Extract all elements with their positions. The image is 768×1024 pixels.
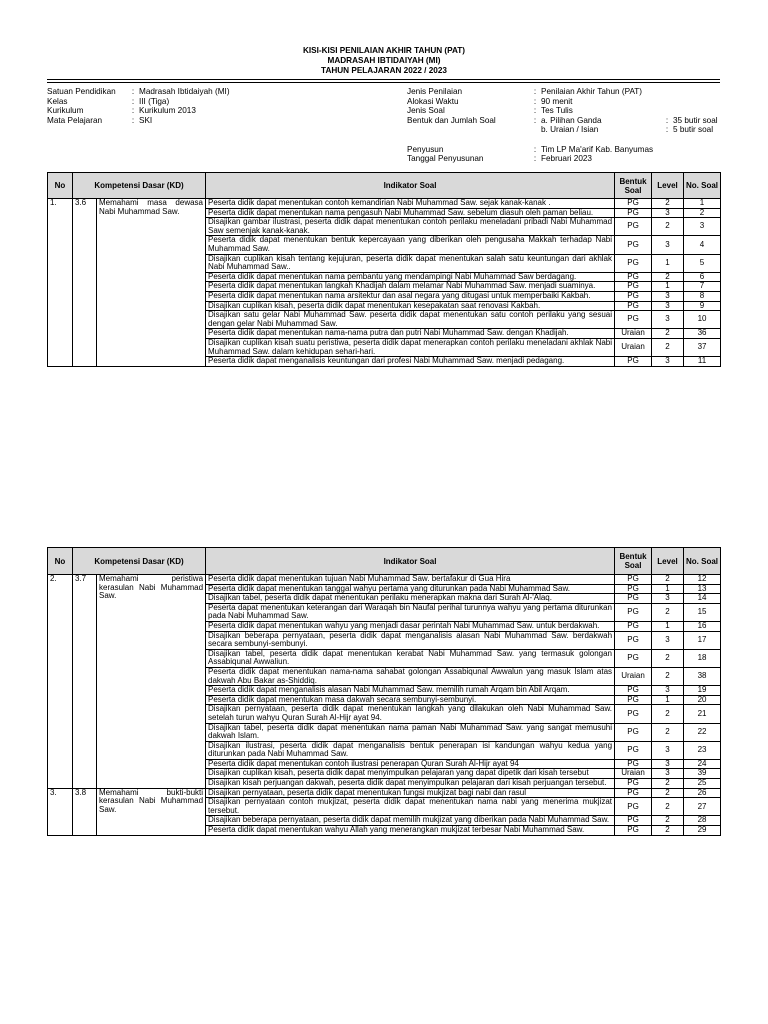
header-no: No [48,173,73,199]
no-soal: 13 [684,584,721,594]
no-soal: 28 [684,816,721,826]
bentuk-soal: PG [615,603,652,621]
info-label: Penyusun [407,144,444,154]
kd-number: 1. [48,199,73,367]
indikator-soal: Disajikan beberapa pernyataan, peserta didik dapat memilih mukjizat yang diberikan pada Nabi Muhammad Saw. [206,816,615,826]
no-soal: 7 [684,282,721,292]
bentuk-soal: PG [615,816,652,826]
indikator-soal: Peserta didik dapat menentukan nama-nama putra dan putri Nabi Muhammad Saw. dengan Khadijah. [206,329,615,339]
indikator-soal: Disajikan cuplikan kisah tentang kejujuran, peserta didik dapat menentukan salah satu keuntungan dari akhlak Nabi Muhammad Saw.. [206,254,615,272]
bentuk-soal: Uraian [615,667,652,685]
table-row [48,199,721,209]
header-indikator: Indikator Soal [206,548,615,575]
level: 2 [652,575,684,585]
kd-code: 3.7 [73,575,97,789]
bentuk-soal: PG [615,301,652,311]
bentuk-soal: PG [615,594,652,604]
indikator-soal: Peserta didik dapat menentukan nama arsitektur dan asal negara yang ditugasi untuk memperbaiki Kakbah. [206,291,615,301]
indikator-soal: Disajikan beberapa pernyataan, peserta didik dapat menganalisis alasan Nabi Muhammad Saw. berdakwah secara sembunyi-sembunyi. [206,631,615,649]
bentuk-soal: PG [615,254,652,272]
no-soal: 16 [684,621,721,631]
no-soal: 38 [684,667,721,685]
indikator-soal: Peserta didik dapat menentukan wahyu yang menjadi dasar perintah Nabi Muhammad Saw. untuk berdakwah. [206,621,615,631]
no-soal: 27 [684,798,721,816]
level: 3 [652,769,684,779]
kd-description: Memahami masa dewasa Nabi Muhammad Saw. [97,199,206,367]
level: 2 [652,779,684,789]
no-soal: 12 [684,575,721,585]
kd-code: 3.8 [73,788,97,835]
info-label: Kelas [47,96,68,106]
bentuk-soal: Uraian [615,769,652,779]
level: 2 [652,826,684,836]
indikator-soal: Disajikan tabel, peserta didik dapat menentukan nama paman Nabi Muhammad Saw. yang sangat memusuhi dakwah Islam. [206,723,615,741]
info-label: Satuan Pendidikan [47,87,116,96]
no-soal: 23 [684,741,721,759]
level: 3 [652,311,684,329]
level: 2 [652,667,684,685]
indikator-soal: Peserta dapat menentukan keterangan dari Waraqah bin Naufal perihal turunnya wahyu yang pertama diturunkan pada Nabi Muhammad Saw. [206,603,615,621]
bentuk-soal: PG [615,584,652,594]
kd-description: Memahami peristiwa kerasulan Nabi Muhammad Saw. [97,575,206,789]
level: 3 [652,741,684,759]
indikator-soal: Disajikan pernyataan, peserta didik dapat menentukan langkah yang dilakukan oleh Nabi Muhammad Saw. setelah turun wahyu Quran Surah Al-Hijr ayat 94. [206,705,615,723]
info-value: Februari 2023 [541,154,592,164]
no-soal: 5 [684,254,721,272]
indikator-soal: Peserta didik dapat menentukan tanggal wahyu pertama yang diturunkan pada Nabi Muhammad Saw. [206,584,615,594]
no-soal: 21 [684,705,721,723]
level: 1 [652,621,684,631]
no-soal: 2 [684,208,721,218]
indikator-soal: Peserta didik dapat menganalisis keuntungan dari profesi Nabi Muhammad Saw. menjadi pedagang. [206,357,615,367]
indikator-soal: Disajikan kisah perjuangan dakwah, peserta didik dapat menyimpulkan pelajaran dari kisah perjuangan tersebut. [206,779,615,789]
info-value: III (Tiga) [139,96,170,106]
indikator-soal: Disajikan gambar ilustrasi, peserta didik dapat menentukan contoh perilaku meneladani pribadi Nabi Muhammad Saw semenjak kanak-kanak. [206,218,615,236]
indikator-soal: Disajikan ilustrasi, peserta didik dapat menganalisis bentuk penerapan isi kandungan wahyu kedua yang diturunkan pada Nabi Muhammad Saw. [206,741,615,759]
no-soal: 20 [684,695,721,705]
level: 2 [652,603,684,621]
level: 2 [652,199,684,209]
bentuk-soal: PG [615,723,652,741]
info-value: a. Pilihan Ganda [541,115,602,125]
no-soal: 24 [684,759,721,769]
bentuk-soal: PG [615,621,652,631]
level: 1 [652,584,684,594]
info-label: Kurikulum [47,106,84,116]
bentuk-soal: Uraian [615,329,652,339]
bentuk-soal: PG [615,218,652,236]
info-value: Penilaian Akhir Tahun (PAT) [541,87,643,96]
header-divider [47,79,720,80]
info-label: Bentuk dan Jumlah Soal [407,115,496,125]
header-no-soal: No. Soal [684,173,721,199]
indikator-soal: Disajikan cuplikan kisah, peserta didik dapat menyimpulkan pelajaran yang dapat dipetik dari kisah tersebut [206,769,615,779]
indikator-soal: Peserta didik dapat menentukan nama-nama sahabat golongan Assabiqunal Awwalun yang masuk Islam atas dakwah Abu Bakar as-Shiddiq. [206,667,615,685]
no-soal: 37 [684,338,721,356]
kisi-table [47,547,721,836]
indikator-soal: Disajikan pernyataan, peserta didik dapat menentukan fungsi mukjizat bagi nabi dan rasul [206,788,615,798]
kd-number: 3. [48,788,73,835]
no-soal: 25 [684,779,721,789]
header-divider [47,82,720,83]
bentuk-soal: Uraian [615,338,652,356]
bentuk-soal: PG [615,199,652,209]
bentuk-soal: PG [615,208,652,218]
info-value: b. Uraian / Isian [541,125,599,135]
level: 1 [652,695,684,705]
doc-subtitle-school: MADRASAH IBTIDAIYAH (MI) [327,56,441,65]
indikator-soal: Peserta didik dapat menentukan contoh kemandirian Nabi Muhammad Saw. sejak kanak-kanak . [206,199,615,209]
info-right: Jenis Penilaian : Penilaian Akhir Tahun (PAT) Alokasi Waktu : 90 menit Jenis Soal : Tes Tulis Bentuk dan Jumlah Soal : a. Pilihan Ganda : 35 butir soal b. Uraian / Isian : 5 butir soal Penyusun : Tim LP Ma'arif Kab. Banyumas Tanggal Penyusunan : Februari 2023 [407,87,718,164]
info-label: Jenis Soal [407,106,445,116]
indikator-soal: Peserta didik dapat menentukan langkah Khadijah dalam melamar Nabi Muhammad Saw. menjadi suaminya. [206,282,615,292]
indikator-soal: Disajikan cuplikan kisah, peserta didik dapat menentukan kesepakatan saat renovasi Kakbah. [206,301,615,311]
level: 2 [652,798,684,816]
kisi-table [47,172,721,367]
no-soal: 22 [684,723,721,741]
no-soal: 8 [684,291,721,301]
info-value: Tim LP Ma'arif Kab. Banyumas [541,144,654,154]
level: 3 [652,208,684,218]
no-soal: 19 [684,686,721,696]
indikator-soal: Peserta didik dapat menentukan tujuan Nabi Muhammad Saw. bertafakur di Gua Hira [206,575,615,585]
indikator-soal: Peserta didik dapat menentukan bentuk kepercayaan yang diberikan oleh pengusaha Makkah terhadap Nabi Muhammad Saw. [206,236,615,254]
bentuk-soal: PG [615,788,652,798]
bentuk-soal: PG [615,575,652,585]
no-soal: 10 [684,311,721,329]
bentuk-soal: PG [615,272,652,282]
indikator-soal: Peserta didik dapat menentukan contoh ilustrasi penerapan Quran Surah Al-Hijr ayat 94 [206,759,615,769]
header-bentuk-soal: Bentuk Soal [615,173,652,199]
no-soal: 4 [684,236,721,254]
indikator-soal: Disajikan cuplikan kisah suatu peristiwa, peserta didik dapat menerapkan contoh perilaku meneladani akhlak Nabi Muhammad Saw. dalam kehidupan sehari-hari. [206,338,615,356]
no-soal: 14 [684,594,721,604]
no-soal: 36 [684,329,721,339]
info-label: Mata Pelajaran [47,115,103,125]
header-no: No [48,548,73,575]
header-no-soal: No. Soal [684,548,721,575]
bentuk-soal: PG [615,686,652,696]
no-soal: 39 [684,769,721,779]
kd-code: 3.6 [73,199,97,367]
bentuk-soal: PG [615,798,652,816]
header-kd: Kompetensi Dasar (KD) [73,173,206,199]
info-label: Tanggal Penyusunan [407,154,484,164]
level: 2 [652,649,684,667]
level: 3 [652,291,684,301]
info-value: SKI [139,115,153,125]
info-value: 5 butir soal [673,125,714,135]
info-label: Jenis Penilaian [407,87,463,96]
indikator-soal: Peserta didik dapat menganalisis alasan Nabi Muhammad Saw. memilih rumah Arqam bin Abil Arqam. [206,686,615,696]
info-left: Satuan Pendidikan : Madrasah Ibtidaiyah (MI) Kelas : III (Tiga) Kurikulum : Kurikulum 2013 Mata Pelajaran : SKI [47,87,230,125]
indikator-soal: Disajikan tabel, peserta didik dapat menentukan perilaku menerapkan makna dari Surah Al-'Alaq. [206,594,615,604]
indikator-soal: Disajikan tabel, peserta didik dapat menentukan kerabat Nabi Muhammad Saw. yang termasuk golongan Assabiqunal Awwaliun. [206,649,615,667]
no-soal: 6 [684,272,721,282]
info-label: Alokasi Waktu [407,96,459,106]
level: 2 [652,338,684,356]
bentuk-soal: PG [615,357,652,367]
indikator-soal: Peserta didik dapat menentukan masa dakwah secara sembunyi-sembunyi. [206,695,615,705]
level: 2 [652,816,684,826]
bentuk-soal: PG [615,631,652,649]
no-soal: 15 [684,603,721,621]
no-soal: 1 [684,199,721,209]
no-soal: 18 [684,649,721,667]
level: 2 [652,272,684,282]
header-kd: Kompetensi Dasar (KD) [73,548,206,575]
level: 3 [652,594,684,604]
info-value: Madrasah Ibtidaiyah (MI) [139,87,230,96]
no-soal: 11 [684,357,721,367]
info-value: Tes Tulis [541,106,573,116]
info-value: 90 menit [541,96,573,106]
level: 2 [652,218,684,236]
bentuk-soal: PG [615,705,652,723]
bentuk-soal: PG [615,282,652,292]
bentuk-soal: PG [615,779,652,789]
indikator-soal: Peserta didik dapat menentukan nama pengasuh Nabi Muhammad Saw. sebelum diasuh oleh paman beliau. [206,208,615,218]
bentuk-soal: PG [615,826,652,836]
no-soal: 29 [684,826,721,836]
level: 2 [652,329,684,339]
kd-number: 2. [48,575,73,789]
level: 2 [652,788,684,798]
indikator-soal: Disajikan satu gelar Nabi Muhammad Saw. peserta didik dapat menentukan satu contoh perilaku yang sesuai dengan gelar Nabi Muhammad Saw. [206,311,615,329]
doc-subtitle-year: TAHUN PELAJARAN 2022 / 2023 [321,66,447,75]
level: 3 [652,759,684,769]
header-indikator: Indikator Soal [206,173,615,199]
level: 1 [652,282,684,292]
table-row [48,575,721,585]
bentuk-soal: PG [615,741,652,759]
indikator-soal: Peserta didik dapat menentukan nama pembantu yang mendampingi Nabi Muhammad Saw berdagang. [206,272,615,282]
no-soal: 17 [684,631,721,649]
bentuk-soal: PG [615,236,652,254]
no-soal: 3 [684,218,721,236]
level: 3 [652,301,684,311]
no-soal: 26 [684,788,721,798]
info-value: 35 butir soal [673,115,718,125]
header-level: Level [652,548,684,575]
level: 3 [652,631,684,649]
bentuk-soal: PG [615,311,652,329]
kd-description: Memahami bukti-bukti kerasulan Nabi Muhammad Saw. [97,788,206,835]
bentuk-soal: PG [615,649,652,667]
indikator-soal: Peserta didik dapat menentukan wahyu Allah yang menerangkan mukjizat terbesar Nabi Muhammad Saw. [206,826,615,836]
info-value: Kurikulum 2013 [139,106,196,116]
level: 3 [652,357,684,367]
level: 2 [652,723,684,741]
doc-title: KISI-KISI PENILAIAN AKHIR TAHUN (PAT) [302,46,466,55]
bentuk-soal: PG [615,759,652,769]
level: 1 [652,254,684,272]
header-bentuk-soal: Bentuk Soal [615,548,652,575]
indikator-soal: Disajikan pernyataan contoh mukjizat, peserta didik dapat menentukan nama nabi yang menerima mukjizat tersebut. [206,798,615,816]
level: 3 [652,686,684,696]
level: 3 [652,236,684,254]
level: 2 [652,705,684,723]
bentuk-soal: PG [615,695,652,705]
no-soal: 9 [684,301,721,311]
bentuk-soal: PG [615,291,652,301]
header-level: Level [652,173,684,199]
